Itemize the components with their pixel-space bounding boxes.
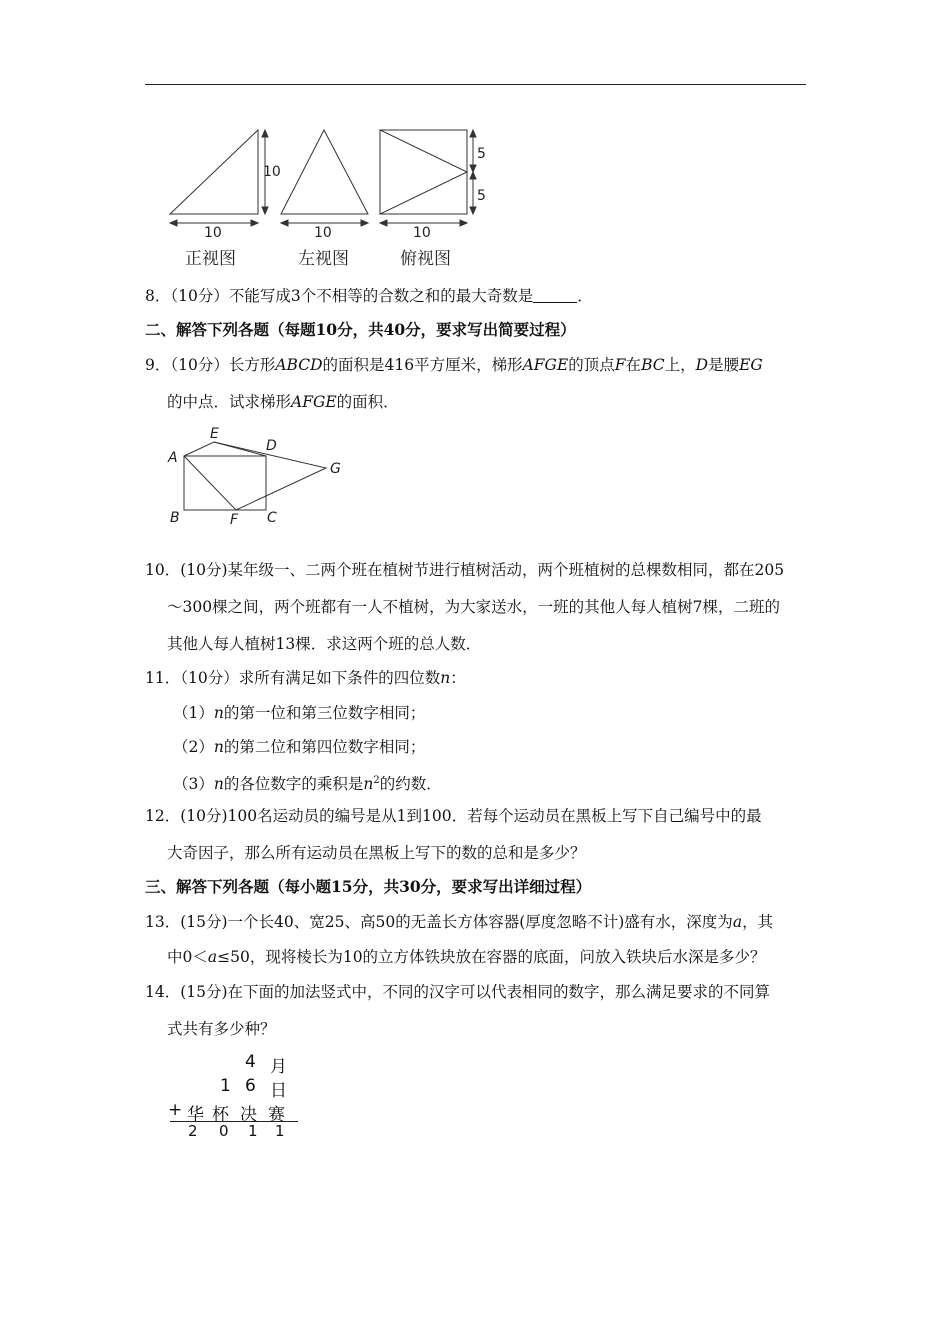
front-view-label: 正视图 xyxy=(185,249,236,269)
point-b: B xyxy=(170,510,180,526)
question-11-condition-2 xyxy=(173,737,425,757)
point-a: A xyxy=(168,450,178,466)
text: 上， xyxy=(664,356,696,374)
text: 的各位数字的乘积是 xyxy=(223,775,364,794)
question-11-condition-3 xyxy=(173,771,442,794)
var-afge: AFGE xyxy=(522,356,569,374)
section-2-title: 二、解答下列各题（每题10分，共40分，要求写出简要过程） xyxy=(145,320,576,339)
text: 的第一位和第三位数字相同； xyxy=(223,704,426,722)
side-view-label: 左视图 xyxy=(298,249,349,269)
text: ，其 xyxy=(742,913,774,931)
question-10-line-1: 10．(10分)某年级一、二两个班在植树节进行植树活动，两个班植树的总棵数相同，都在205 xyxy=(145,561,785,579)
text: （2） xyxy=(173,738,214,756)
text: 的面积是416平方厘米，梯形 xyxy=(322,356,523,374)
point-e: E xyxy=(210,426,219,442)
var-f: F xyxy=(614,356,626,374)
front-width-label: 10 xyxy=(204,225,222,241)
question-11 xyxy=(145,668,466,688)
result-digit: 2 xyxy=(188,1122,198,1140)
addition-char: 月 xyxy=(270,1057,287,1077)
addition-char: 决 xyxy=(240,1105,257,1125)
question-9-line-2 xyxy=(167,392,399,412)
question-11-condition-1 xyxy=(173,703,425,723)
text: 中0＜ xyxy=(167,948,208,966)
question-13-line-1 xyxy=(145,912,773,932)
text: 13．(15分)一个长40、宽25、高50的无盖长方体容器(厚度忽略不计)盛有水，深度为 xyxy=(145,913,733,931)
text: 的约数． xyxy=(379,775,442,794)
var-d: D xyxy=(695,356,709,374)
question-number: 8． xyxy=(145,287,171,305)
var-afge: AFGE xyxy=(291,393,337,411)
text: 9．（10分）长方形 xyxy=(145,356,276,374)
addition-digit: 6 xyxy=(245,1076,256,1096)
top-view xyxy=(380,130,476,226)
var-a: a xyxy=(207,948,218,966)
var-abcd: ABCD xyxy=(275,356,323,374)
var-bc: BC xyxy=(641,356,665,374)
question-number: 11． xyxy=(145,669,181,687)
text: 的第二位和第四位数字相同； xyxy=(223,738,426,756)
header-rule xyxy=(145,84,806,85)
var-n: n xyxy=(363,775,374,794)
text: 的面积． xyxy=(336,393,399,411)
addition-digit: 4 xyxy=(245,1052,256,1072)
front-view xyxy=(170,130,268,226)
point-g: G xyxy=(330,461,341,477)
section-3-title: 三、解答下列各题（每小题15分，共30分，要求写出详细过程） xyxy=(145,877,592,896)
text: 的中点．试求梯形 xyxy=(167,393,292,411)
addition-digit: 1 xyxy=(220,1076,231,1096)
result-digit: 1 xyxy=(275,1122,285,1140)
side-view xyxy=(281,130,368,226)
text: 是腰 xyxy=(708,356,740,374)
text: （1） xyxy=(173,704,214,722)
question-8 xyxy=(145,286,593,306)
punct: ． xyxy=(577,287,593,305)
var-n: n xyxy=(213,704,224,722)
question-14-line-1: 14．(15分)在下面的加法竖式中，不同的汉字可以代表相同的数字，那么满足要求的不同算 xyxy=(145,983,771,1001)
question-text: （10分）不能写成3个不相等的合数之和的最大奇数是 xyxy=(170,287,534,305)
top-upper-label: 5 xyxy=(477,146,486,162)
trapezoid-figure xyxy=(160,420,360,530)
point-d: D xyxy=(266,438,277,454)
point-f: F xyxy=(230,512,239,528)
question-10-line-2: ～300棵之间，两个班都有一人不植树，为大家送水，一班的其他人每人植树7棵，二班的 xyxy=(167,598,780,616)
question-10-line-3: 其他人每人植树13棵．求这两个班的总人数． xyxy=(167,635,482,653)
var-n: n xyxy=(440,669,451,687)
top-lower-label: 5 xyxy=(477,188,486,204)
question-12-line-1: 12．(10分)100名运动员的编号是从1到100．若每个运动员在黑板上写下自己编号中的最 xyxy=(145,807,762,825)
question-12-line-2: 大奇因子，那么所有运动员在黑板上写下的数的总和是多少？ xyxy=(167,844,586,862)
addition-char: 杯 xyxy=(212,1105,229,1125)
var-n: n xyxy=(213,775,224,794)
top-width-label: 10 xyxy=(413,225,431,241)
plus-sign: + xyxy=(168,1100,183,1120)
question-14-line-2: 式共有多少种？ xyxy=(167,1020,276,1038)
var-n: n xyxy=(213,738,224,756)
top-view-label: 俯视图 xyxy=(400,249,451,269)
front-height-label: 10 xyxy=(263,164,281,180)
result-digit: 0 xyxy=(219,1122,229,1140)
trapezoid-afge xyxy=(184,442,326,510)
punct: ： xyxy=(450,669,466,687)
addition-char: 日 xyxy=(270,1081,287,1101)
addition-char: 赛 xyxy=(268,1105,285,1125)
three-views-figure xyxy=(160,120,500,270)
answer-blank[interactable] xyxy=(533,288,577,303)
result-digit: 1 xyxy=(248,1122,258,1140)
addition-char: 华 xyxy=(187,1105,204,1125)
question-9-line-1 xyxy=(145,355,763,375)
side-width-label: 10 xyxy=(314,225,332,241)
text: 的顶点 xyxy=(568,356,615,374)
exponent: 2 xyxy=(373,775,380,786)
point-c: C xyxy=(267,510,277,526)
question-13-line-2 xyxy=(167,947,766,967)
text: 在 xyxy=(625,356,642,374)
var-eg: EG xyxy=(739,356,763,374)
text: ≤50，现将棱长为10的立方体铁块放在容器的底面，问放入铁块后水深是多少？ xyxy=(217,948,766,966)
var-a: a xyxy=(732,913,743,931)
text: （3） xyxy=(173,775,214,794)
question-text: （10分）求所有满足如下条件的四位数 xyxy=(180,669,441,687)
